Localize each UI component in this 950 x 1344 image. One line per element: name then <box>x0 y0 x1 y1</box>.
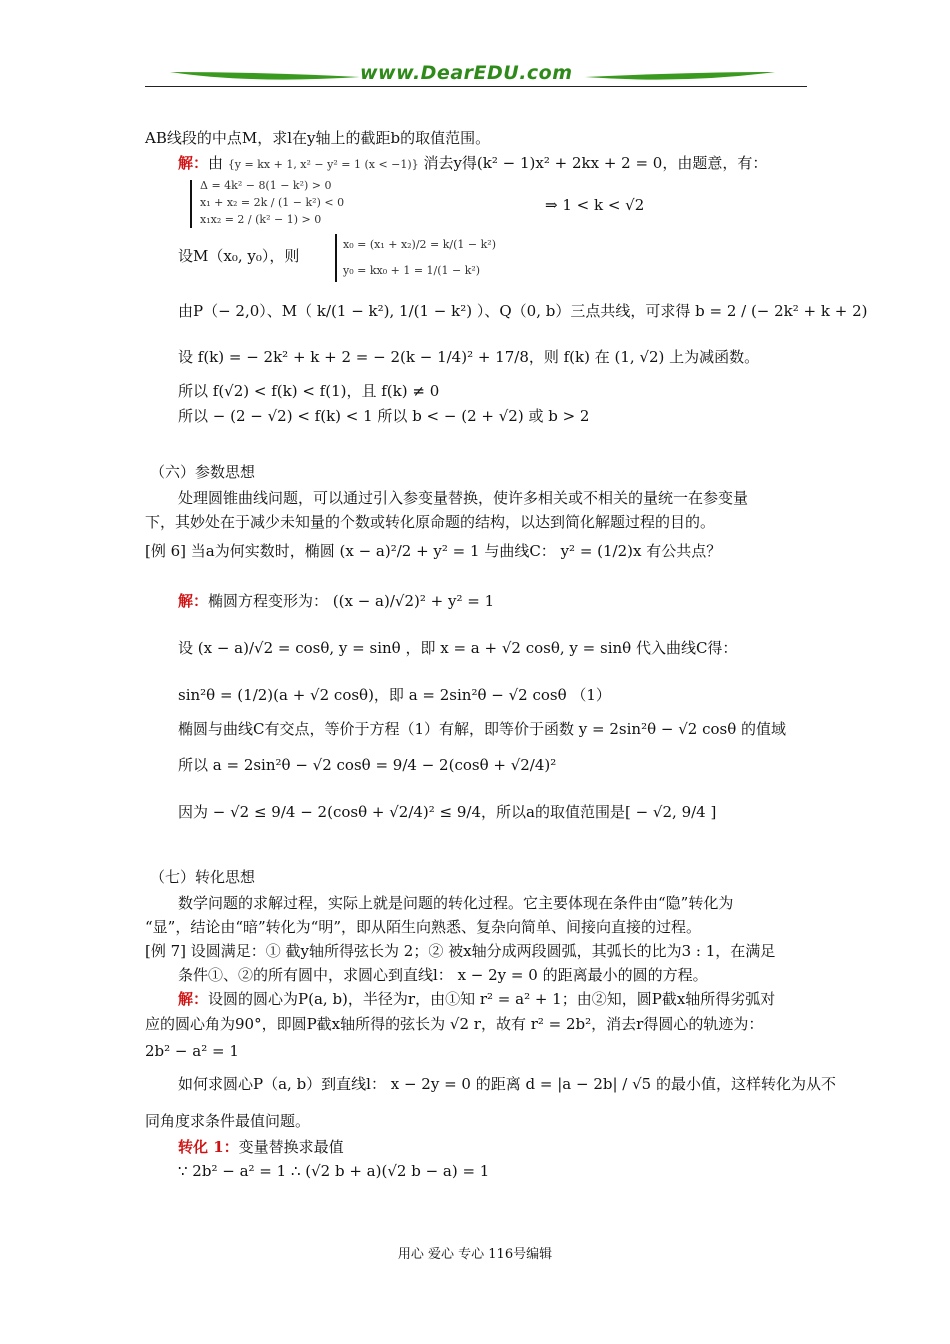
condition-3: x₁x₂ = 2 / (k² − 1) > 0 <box>200 213 322 226</box>
section-7-para-1: 数学问题的求解过程，实际上就是问题的转化过程。它主要体现在条件由“隐”转化为 <box>178 894 734 912</box>
solution-label: 解： <box>178 990 209 1008</box>
example-7-solution-5: 同角度求条件最值问题。 <box>145 1112 311 1130</box>
example-6-solution-4: 椭圆与曲线C有交点，等价于方程（1）有解，即等价于函数 y = 2sin²θ − √2 cosθ 的值域 <box>178 720 787 738</box>
right-leaf-decoration <box>585 68 775 82</box>
k-range-result: ⇒ 1 < k < √2 <box>545 196 645 214</box>
section-6-para-2: 下，其妙处在于减少未知量的个数或转化原命题的结构，以达到简化解题过程的目的。 <box>145 513 716 531</box>
page-footer: 用心 爱心 专心 116号编辑 <box>397 1247 553 1262</box>
transform-1-equation: ∵ 2b² − a² = 1 ∴ (√2 b + a)(√2 b − a) = 1 <box>178 1162 490 1180</box>
example-7-solution-4: 如何求圆心P（a, b）到直线l： x − 2y = 0 的距离 d = |a − 2b| / √5 的最小值，这样转化为从不 <box>178 1075 836 1093</box>
inequality-line-1: 所以 f(√2) < f(k) < f(1)，且 f(k) ≠ 0 <box>178 382 440 400</box>
example-6-solution-2: 设 (x − a)/√2 = cosθ, y = sinθ ，即 x = a + √2 cosθ, y = sinθ 代入曲线C得： <box>178 639 738 657</box>
condition-1: Δ = 4k² − 8(1 − k²) > 0 <box>200 179 332 192</box>
ellipse-transform: 椭圆方程变形为： ((x − a)/√2)² + y² = 1 <box>208 592 495 610</box>
condition-2: x₁ + x₂ = 2k / (1 − k²) < 0 <box>200 196 345 209</box>
example-7-line-2: 条件①、②的所有圆中，求圆心到直线l： x − 2y = 0 的距离最小的圆的方程。 <box>178 966 708 984</box>
midpoint-brace <box>335 234 337 282</box>
collinear-line: 由P（− 2,0）、M（ k/(1 − k²), 1/(1 − k²) ）、Q（0, b）三点共线，可求得 b = 2 / (− 2k² + k + 2) <box>178 302 868 320</box>
inequality-line-2: 所以 − (2 − √2) < f(k) < 1 所以 b < − (2 + √2) 或 b > 2 <box>178 407 590 425</box>
solution-label: 解： <box>178 592 209 610</box>
section-6-title: （六）参数思想 <box>150 463 256 481</box>
midpoint-y: y₀ = kx₀ + 1 = 1/(1 − k²) <box>343 264 481 277</box>
function-line: 设 f(k) = − 2k² + k + 2 = − 2(k − 1/4)² + 17/8，则 f(k) 在 (1, √2) 上为减函数。 <box>178 348 760 366</box>
left-leaf-decoration <box>170 68 360 82</box>
example-7-solution-1 <box>178 988 775 1010</box>
solution-label: 解： <box>178 154 209 172</box>
example-6-solution-5: 所以 a = 2sin²θ − √2 cosθ = 9/4 − 2(cosθ + √2/4)² <box>178 756 557 774</box>
example-6-solution-1 <box>178 590 494 612</box>
midpoint-definition: 设M（x₀, y₀），则 <box>178 247 300 265</box>
site-url-link[interactable]: www.DearEDU.com <box>360 62 573 84</box>
header-rule <box>145 86 807 87</box>
example-6: [例 6] 当a为何实数时，椭圆 (x − a)²/2 + y² = 1 与曲线C： y² = (1/2)x 有公共点？ <box>145 542 722 560</box>
section-7-para-2: “显”，结论由“暗”转化为“明”，即从陌生向熟悉、复杂向简单、间接向直接的过程。 <box>145 918 702 936</box>
text-you: 由 <box>208 154 224 172</box>
eliminate-text: 消去y得(k² − 1)x² + 2kx + 2 = 0，由题意，有： <box>423 154 768 172</box>
transform-1-text: 变量替换求最值 <box>238 1138 344 1156</box>
transform-1-heading <box>178 1136 344 1158</box>
example-6-solution-3: sin²θ = (1/2)(a + √2 cosθ)，即 a = 2sin²θ − √2 cosθ （1） <box>178 686 611 704</box>
section-6-para-1: 处理圆锥曲线问题，可以通过引入参变量替换，使许多相关或不相关的量统一在参变量 <box>178 489 749 507</box>
example-7-solution-2: 应的圆心角为90°，即圆P截x轴所得的弦长为 √2 r，故有 r² = 2b²，消去r得圆心的轨迹为： <box>145 1015 764 1033</box>
midpoint-x: x₀ = (x₁ + x₂)/2 = k/(1 − k²) <box>343 238 496 251</box>
example-6-solution-6: 因为 − √2 ≤ 9/4 − 2(cosθ + √2/4)² ≤ 9/4，所以a的取值范围是[ − √2, 9/4 ] <box>178 803 717 821</box>
condition-brace <box>190 180 192 228</box>
example-7-line-1: [例 7] 设圆满足：① 截y轴所得弦长为 2；② 被x轴分成两段圆弧，其弧长的比为3 : 1，在满足 <box>145 942 776 960</box>
example-7-solution-3: 2b² − a² = 1 <box>145 1042 239 1060</box>
page-header <box>145 60 807 90</box>
system-of-equations: {y = kx + 1, x² − y² = 1 (x < −1)} <box>227 158 419 171</box>
solution-line-1 <box>178 152 767 176</box>
problem-continuation: AB线段的中点M，求l在y轴上的截距b的取值范围。 <box>145 129 491 147</box>
transform-1-label: 转化 1： <box>178 1138 239 1156</box>
section-7-title: （七）转化思想 <box>150 868 256 886</box>
circle-setup: 设圆的圆心为P(a, b)，半径为r，由①知 r² = a² + 1；由②知，圆P截x轴所得劣弧对 <box>208 990 776 1008</box>
